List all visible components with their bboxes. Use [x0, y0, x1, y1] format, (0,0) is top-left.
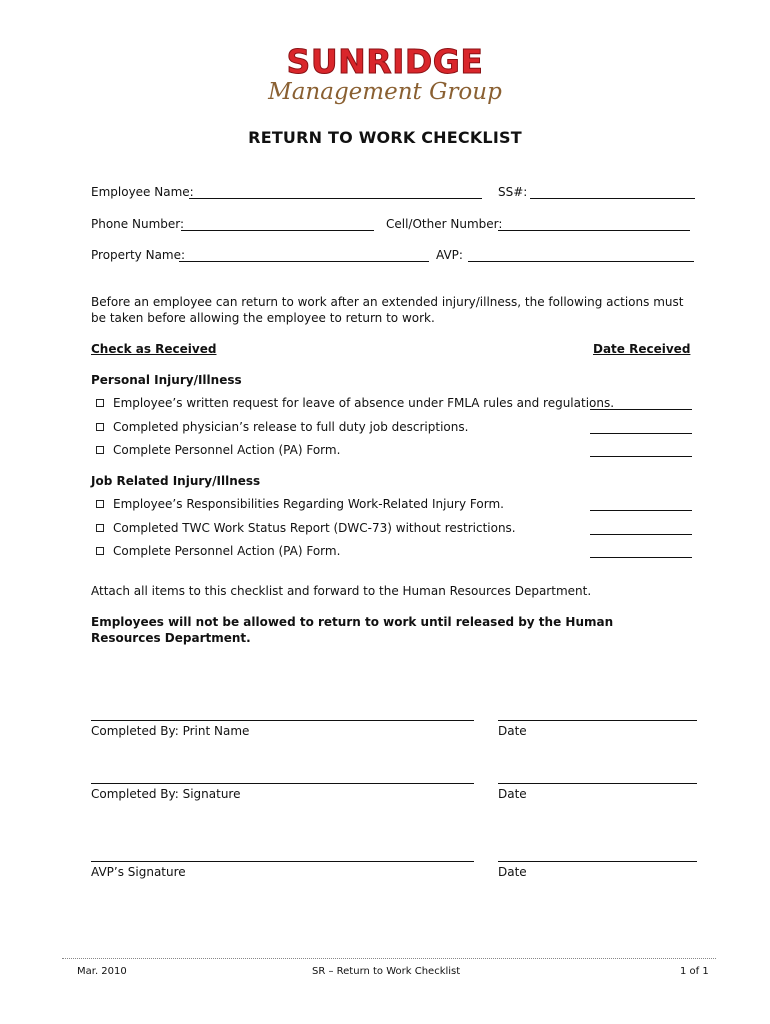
- checklist-item-label: Employee’s written request for leave of absence under FMLA rules and regulations.: [113, 396, 615, 410]
- personal-injury-heading: Personal Injury/Illness: [91, 373, 242, 387]
- checkbox[interactable]: [96, 423, 104, 431]
- signature-line[interactable]: [91, 783, 474, 784]
- checkbox[interactable]: [96, 547, 104, 555]
- checklist-item: [96, 420, 468, 434]
- property-name-label: Property Name:: [91, 248, 186, 262]
- cell-number-field[interactable]: [498, 230, 690, 231]
- release-warning: Employees will not be allowed to return to work until released by the Human Resources Department.: [91, 615, 614, 645]
- date-label: Date: [498, 724, 527, 738]
- date-received-header: Date Received: [593, 342, 691, 356]
- page-title: RETURN TO WORK CHECKLIST: [248, 128, 522, 147]
- checklist-item: [96, 544, 340, 558]
- date-received-field[interactable]: [590, 409, 692, 410]
- logo-wordmark: SUNRIDGE: [286, 42, 484, 81]
- footer-date: Mar. 2010: [77, 966, 127, 977]
- date-label: Date: [498, 865, 527, 879]
- date-received-field[interactable]: [590, 433, 692, 434]
- print-name-line[interactable]: [91, 720, 474, 721]
- checkbox[interactable]: [96, 524, 104, 532]
- date-label: Date: [498, 787, 527, 801]
- checklist-item-label: Complete Personnel Action (PA) Form.: [113, 544, 341, 558]
- phone-number-field[interactable]: [181, 230, 374, 231]
- avp-date-line[interactable]: [498, 861, 697, 862]
- checklist-item-label: Complete Personnel Action (PA) Form.: [113, 443, 341, 457]
- avp-signature-line[interactable]: [91, 861, 474, 862]
- checklist-item: [96, 443, 340, 457]
- print-name-date-line[interactable]: [498, 720, 697, 721]
- print-name-label: Completed By: Print Name: [91, 724, 250, 738]
- checklist-item: [96, 497, 504, 511]
- date-received-field[interactable]: [590, 510, 692, 511]
- property-name-field[interactable]: [179, 261, 429, 262]
- signature-label: Completed By: Signature: [91, 787, 241, 801]
- checklist-item-label: Completed physician’s release to full duty job descriptions.: [113, 420, 469, 434]
- checklist-item-label: Completed TWC Work Status Report (DWC-73) without restrictions.: [113, 521, 516, 535]
- company-logo: [0, 44, 770, 104]
- avp-signature-label: AVP’s Signature: [91, 865, 186, 879]
- phone-number-label: Phone Number:: [91, 217, 185, 231]
- job-related-heading: Job Related Injury/Illness: [91, 474, 261, 488]
- date-received-field[interactable]: [590, 534, 692, 535]
- footer-page-number: 1 of 1: [680, 966, 709, 977]
- employee-name-field[interactable]: [189, 198, 482, 199]
- checklist-item: [96, 396, 614, 410]
- checkbox[interactable]: [96, 500, 104, 508]
- avp-label: AVP:: [436, 248, 463, 262]
- ssn-label: SS#:: [498, 185, 528, 199]
- checkbox[interactable]: [96, 446, 104, 454]
- employee-name-label: Employee Name:: [91, 185, 194, 199]
- date-received-field[interactable]: [590, 456, 692, 457]
- check-as-received-header: Check as Received: [91, 342, 217, 356]
- cell-number-label: Cell/Other Number:: [386, 217, 503, 231]
- avp-field[interactable]: [468, 261, 694, 262]
- logo-subtitle: Management Group: [268, 79, 502, 105]
- checklist-item: [96, 521, 516, 535]
- checklist-item-label: Employee’s Responsibilities Regarding Work-Related Injury Form.: [113, 497, 504, 511]
- signature-date-line[interactable]: [498, 783, 697, 784]
- attach-note: Attach all items to this checklist and forward to the Human Resources Department.: [91, 584, 592, 598]
- intro-paragraph: Before an employee can return to work after an extended injury/illness, the following actions must be taken before allowing the employee to return to work.: [91, 295, 684, 325]
- footer-divider: [62, 958, 716, 959]
- date-received-field[interactable]: [590, 557, 692, 558]
- checkbox[interactable]: [96, 399, 104, 407]
- ssn-field[interactable]: [530, 198, 695, 199]
- footer-title: SR – Return to Work Checklist: [312, 966, 461, 977]
